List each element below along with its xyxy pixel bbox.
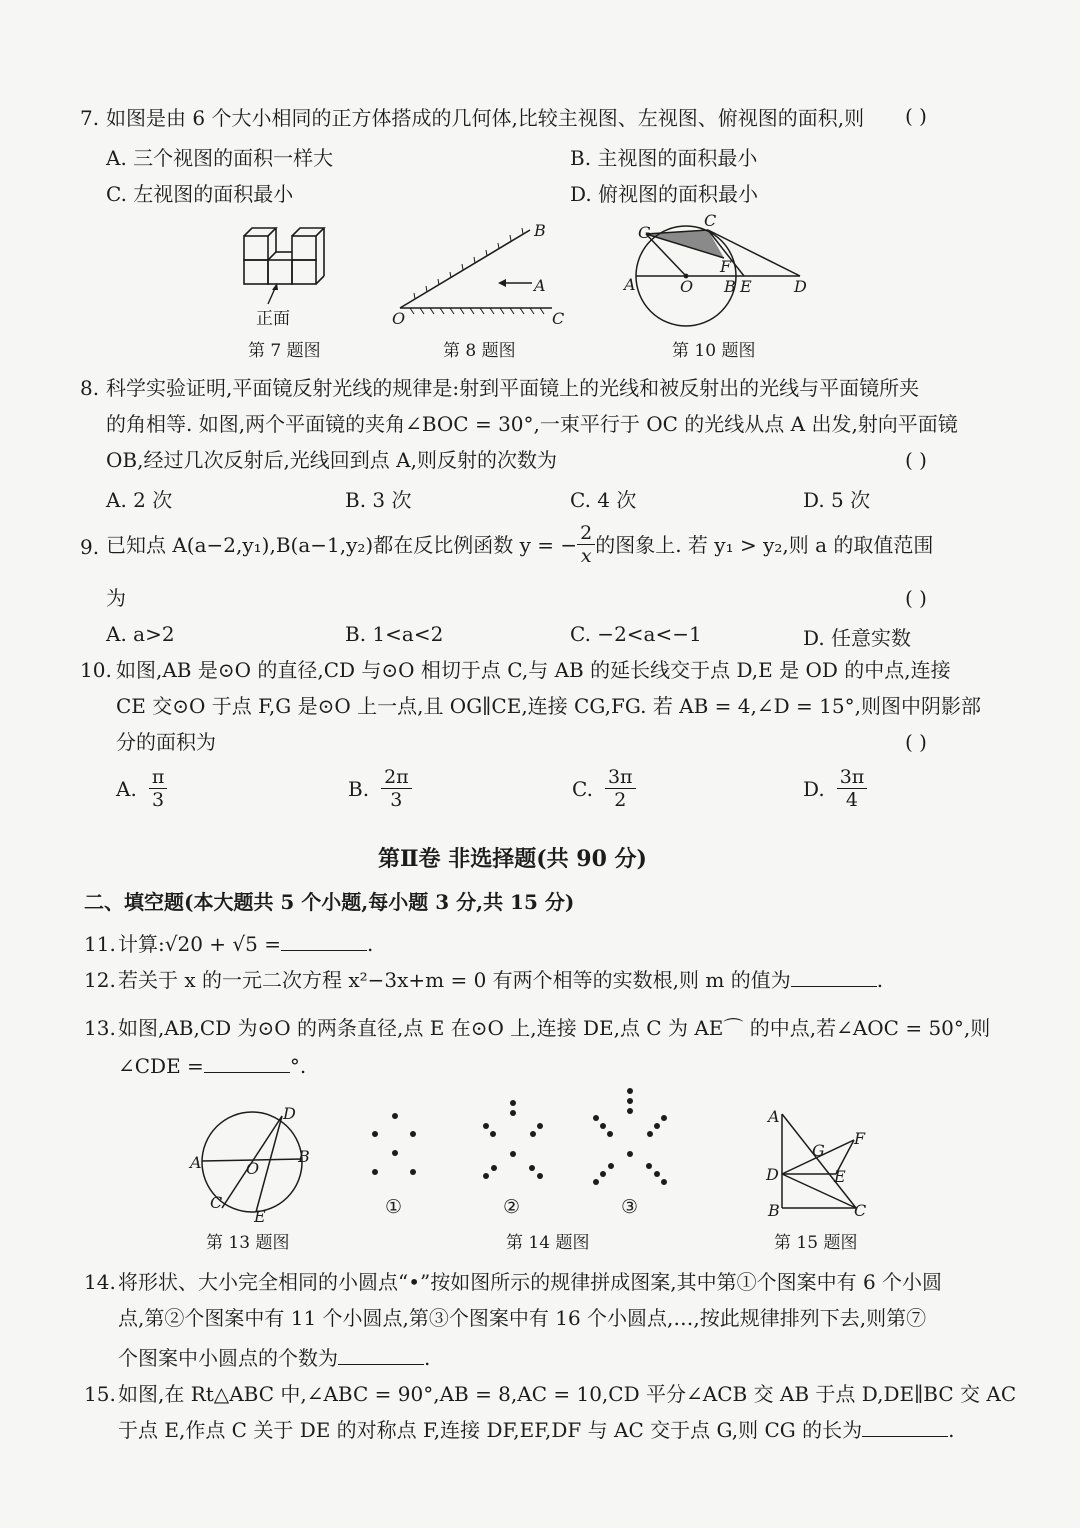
q15-end: . [948,1418,955,1442]
fig15-label-e: E [834,1167,846,1186]
q10-option-d [803,766,867,811]
front-arrow-icon [262,282,282,306]
figure-8-mirrors [390,220,570,332]
q13-answer-blank[interactable] [204,1054,290,1073]
q15-answer-blank[interactable] [862,1418,948,1437]
q9-option-a: A. a>2 [106,622,175,646]
figure-14-pattern-1 [365,1110,425,1180]
q14-number: 14. [84,1270,116,1294]
fig8-label-o: O [392,309,406,328]
q14-line3 [118,1346,430,1370]
fig13-label-c: C [210,1193,223,1212]
q11-line [118,932,373,956]
q12-end: . [876,968,884,992]
q10-option-c-den: 2 [614,789,627,811]
fig10-label-o: O [680,277,694,296]
q7-option-d: D. 俯视图的面积最小 [570,182,759,206]
fig8-label-a: A [534,276,546,295]
fig15-label-d: D [766,1165,779,1184]
fig13-label-e: E [254,1207,266,1226]
q10-option-c-fraction [605,766,636,811]
section-2-title: 第Ⅱ卷 非选择题(共 90 分) [378,846,647,872]
fig15-label-c: C [854,1201,867,1220]
q9-line2: 为 [106,586,126,610]
q12-line [118,968,883,992]
fig15-label-g: G [812,1141,825,1160]
q9-fraction [577,522,595,567]
q10-option-c [572,766,636,811]
figure-10-caption: 第 10 题图 [672,341,756,361]
q10-option-a-num: π [149,766,168,789]
q13-number: 13. [84,1016,116,1040]
fig10-label-e: E [740,277,752,296]
q11-end: . [367,932,374,956]
pattern-1-label: ① [385,1196,403,1218]
figure-8-caption: 第 8 题图 [443,341,516,361]
q9-number: 9. [80,535,100,559]
q10-option-d-den: 4 [845,789,859,811]
q8-number: 8. [80,376,100,400]
q14-answer-blank[interactable] [338,1346,424,1365]
fig10-label-b: B [724,277,736,296]
q10-option-a-den: 3 [152,789,165,811]
q8-option-c: C. 4 次 [570,488,637,512]
q9-line1-start: 已知点 A(a−2,y₁),B(a−1,y₂)都在反比例函数 y = − [106,532,578,557]
q12-answer-blank[interactable] [791,968,877,987]
q8-line1: 科学实验证明,平面镜反射光线的规律是:射到平面镜上的光线和被反射出的光线与平面镜所夹 [106,376,920,400]
q10-option-b [348,766,412,811]
q7-text: 如图是由 6 个大小相同的正方体搭成的几何体,比较主视图、左视图、俯视图的面积,则 [106,106,865,130]
fig13-label-a: A [190,1153,202,1172]
q9-fraction-numerator: 2 [577,522,595,545]
q9-answer-paren: ( ) [905,586,927,610]
q14-end: . [424,1346,431,1370]
q8-option-a: A. 2 次 [106,488,173,512]
q10-option-a-fraction [149,766,168,811]
q9-fraction-denominator: x [580,545,592,567]
pattern-3-label: ③ [621,1196,639,1218]
figure-14-pattern-3 [590,1086,670,1186]
figure-10-circle [620,212,820,332]
fig15-label-b: B [768,1201,780,1220]
figure-7-cubes [236,222,336,302]
q7-answer-paren: ( ) [905,104,927,128]
q7-number: 7. [80,106,100,130]
fig10-label-c: C [704,211,717,230]
q15-line2-text: 于点 E,作点 C 关于 DE 的对称点 F,连接 DF,EF,DF 与 AC 交于点 G,则 CG 的长为 [118,1418,863,1442]
figure-14-pattern-2 [478,1098,548,1182]
q10-option-c-letter: C. [572,776,593,801]
q15-line1: 如图,在 Rt△ABC 中,∠ABC = 90°,AB = 8,AC = 10,CD 平分∠ACB 交 AB 于点 D,DE∥BC 交 AC [118,1382,1017,1406]
q10-option-a [116,766,167,811]
q10-option-b-num: 2π [381,766,412,789]
q8-option-b: B. 3 次 [345,488,412,512]
fill-in-section-title: 二、填空题(本大题共 5 个小题,每小题 3 分,共 15 分) [84,890,575,914]
fig15-label-a: A [768,1107,780,1126]
q13-end: °. [289,1054,307,1078]
fig13-label-o: O [246,1159,260,1178]
q10-option-a-letter: A. [116,776,137,801]
q11-number: 11. [84,932,116,956]
q13-line2-text: ∠CDE = [118,1054,204,1078]
q14-line1: 将形状、大小完全相同的小圆点“•”按如图所示的规律拼成图案,其中第①个图案中有 6 个小圆 [118,1270,943,1294]
q13-line1: 如图,AB,CD 为⊙O 的两条直径,点 E 在⊙O 上,连接 DE,点 C 为 AE⌒ 的中点,若∠AOC = 50°,则 [118,1016,991,1040]
fig13-label-b: B [298,1147,310,1166]
q10-line1: 如图,AB 是⊙O 的直径,CD 与⊙O 相切于点 C,与 AB 的延长线交于点 D,E 是 OD 的中点,连接 [116,658,951,682]
q10-line2: CE 交⊙O 于点 F,G 是⊙O 上一点,且 OG∥CE,连接 CG,FG. 若 AB = 4,∠D = 15°,则图中阴影部 [116,694,981,718]
figure-13-circle [190,1104,320,1226]
q8-line3: OB,经过几次反射后,光线回到点 A,则反射的次数为 [106,448,557,472]
fig10-label-d: D [794,277,807,296]
q13-line2 [118,1054,306,1078]
figure-15-caption: 第 15 题图 [774,1233,858,1253]
q10-line3: 分的面积为 [116,730,216,754]
fig10-label-g: G [638,223,651,242]
q9-option-d: D. 任意实数 [803,626,912,650]
q7-option-c: C. 左视图的面积最小 [106,182,294,206]
q11-text: 计算:√20 + √5 = [118,932,281,956]
q10-answer-paren: ( ) [905,730,927,754]
fig8-label-c: C [552,309,565,328]
q10-option-d-fraction [837,766,868,811]
q12-number: 12. [84,968,116,992]
q8-option-d: D. 5 次 [803,488,871,512]
q10-option-b-den: 3 [390,789,403,811]
figure-14-caption: 第 14 题图 [506,1233,590,1253]
q14-line2: 点,第②个图案中有 11 个小圆点,第③个图案中有 16 个小圆点,…,按此规律排列下去,则第⑦ [118,1306,927,1330]
q10-number: 10. [80,658,112,682]
q11-answer-blank[interactable] [281,932,367,951]
q10-option-d-num: 3π [837,766,868,789]
q10-option-d-letter: D. [803,776,825,801]
q7-option-b: B. 主视图的面积最小 [570,146,758,170]
q10-option-b-letter: B. [348,776,370,801]
figure-15-triangle [762,1104,874,1222]
q9-line1 [106,522,933,567]
q8-answer-paren: ( ) [905,448,927,472]
fig8-label-b: B [534,221,546,240]
q9-line1-end: 的图象上. 若 y₁ > y₂,则 a 的取值范围 [595,532,934,557]
fig10-label-f: F [720,257,732,276]
q10-option-b-fraction [381,766,412,811]
q12-text: 若关于 x 的一元二次方程 x²−3x+m = 0 有两个相等的实数根,则 m 的值为 [118,968,791,992]
figure-13-caption: 第 13 题图 [206,1233,290,1253]
q7-option-a: A. 三个视图的面积一样大 [106,146,334,170]
fig13-label-d: D [283,1104,296,1123]
fig15-label-f: F [854,1129,866,1148]
q15-line2 [118,1418,954,1442]
front-label: 正面 [256,309,290,329]
figure-7-caption: 第 7 题图 [248,341,321,361]
q10-option-c-num: 3π [605,766,636,789]
q9-option-b: B. 1<a<2 [345,622,444,646]
q14-line3-text: 个图案中小圆点的个数为 [118,1346,338,1370]
q8-line2: 的角相等. 如图,两个平面镜的夹角∠BOC = 30°,一束平行于 OC 的光线从点 A 出发,射向平面镜 [106,412,958,436]
q15-number: 15. [84,1382,116,1406]
fig10-label-a: A [624,275,636,294]
pattern-2-label: ② [503,1196,521,1218]
q9-option-c: C. −2<a<−1 [570,622,702,646]
